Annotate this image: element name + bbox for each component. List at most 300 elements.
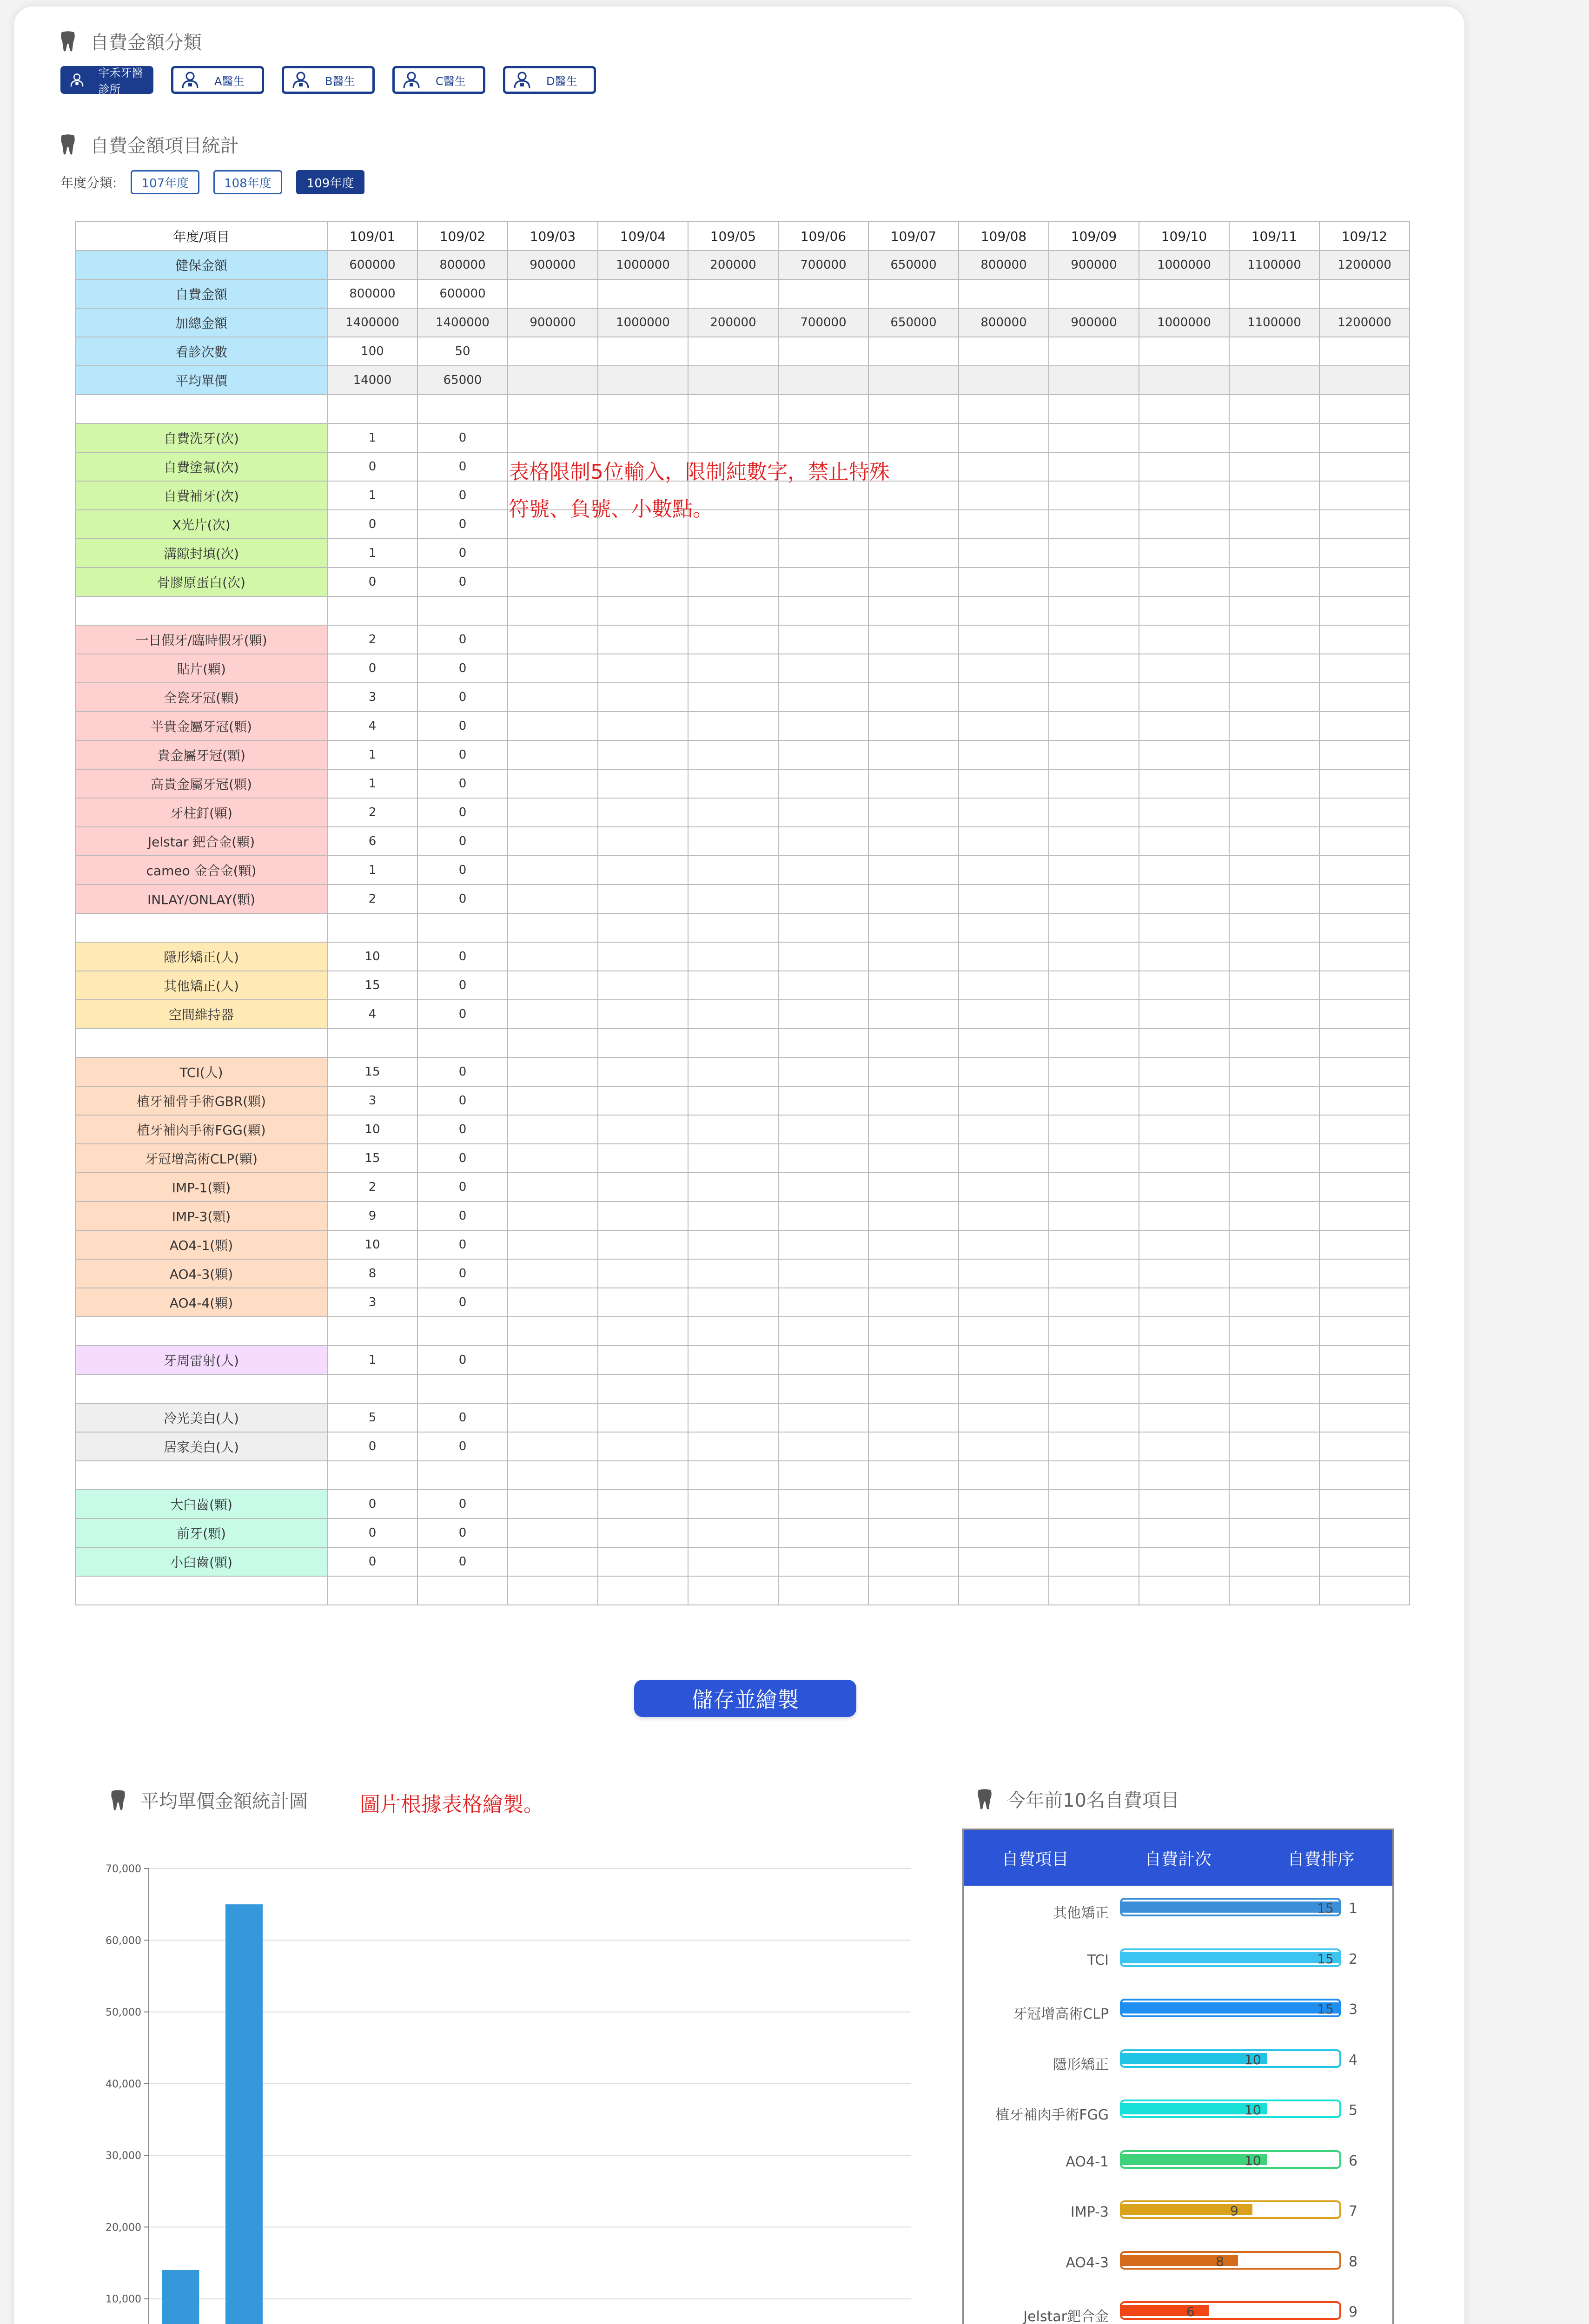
- table-cell[interactable]: [508, 769, 598, 798]
- table-cell[interactable]: [688, 1144, 778, 1173]
- table-cell[interactable]: [1319, 769, 1410, 798]
- table-cell[interactable]: [598, 1547, 688, 1576]
- table-cell[interactable]: [778, 625, 868, 654]
- table-cell[interactable]: [1049, 279, 1139, 308]
- table-cell[interactable]: [688, 366, 778, 395]
- table-cell[interactable]: [688, 1086, 778, 1115]
- table-cell[interactable]: [778, 596, 868, 625]
- table-cell[interactable]: [1049, 1259, 1139, 1288]
- table-cell[interactable]: [959, 1000, 1049, 1029]
- table-cell[interactable]: [1319, 481, 1410, 510]
- table-cell[interactable]: [1139, 1317, 1229, 1346]
- table-cell[interactable]: [508, 913, 598, 942]
- table-cell[interactable]: [598, 1317, 688, 1346]
- table-cell[interactable]: [598, 913, 688, 942]
- table-cell[interactable]: [1319, 1259, 1410, 1288]
- table-cell[interactable]: 65000: [417, 366, 508, 395]
- table-cell[interactable]: 0: [417, 481, 508, 510]
- table-cell[interactable]: [1049, 1202, 1139, 1230]
- table-cell[interactable]: [1319, 827, 1410, 856]
- table-cell[interactable]: [598, 568, 688, 596]
- table-cell[interactable]: [1049, 769, 1139, 798]
- table-cell[interactable]: [1229, 1029, 1319, 1057]
- table-cell[interactable]: [598, 1202, 688, 1230]
- table-cell[interactable]: [1319, 539, 1410, 568]
- table-cell[interactable]: [1229, 1115, 1319, 1144]
- table-cell[interactable]: [1049, 1057, 1139, 1086]
- table-cell[interactable]: [1139, 798, 1229, 827]
- table-cell[interactable]: [959, 1317, 1049, 1346]
- table-cell[interactable]: [1229, 1057, 1319, 1086]
- table-cell[interactable]: [1049, 712, 1139, 740]
- table-cell[interactable]: [1139, 452, 1229, 481]
- table-cell[interactable]: [1049, 1547, 1139, 1576]
- table-cell[interactable]: [778, 1461, 868, 1490]
- table-cell[interactable]: [598, 423, 688, 452]
- year-option-button[interactable]: 107年度: [131, 170, 199, 194]
- table-cell[interactable]: [868, 971, 959, 1000]
- table-cell[interactable]: 0: [417, 1173, 508, 1202]
- table-cell[interactable]: [508, 337, 598, 366]
- table-cell[interactable]: [1049, 1317, 1139, 1346]
- table-cell[interactable]: [868, 1144, 959, 1173]
- table-cell[interactable]: [1229, 1346, 1319, 1374]
- table-cell[interactable]: [1049, 971, 1139, 1000]
- doctor-button[interactable]: [503, 66, 596, 94]
- table-cell[interactable]: 3: [327, 1086, 417, 1115]
- table-cell[interactable]: [959, 654, 1049, 683]
- table-cell[interactable]: [868, 683, 959, 712]
- table-cell[interactable]: [778, 1288, 868, 1317]
- table-cell[interactable]: [1229, 337, 1319, 366]
- table-cell[interactable]: [778, 568, 868, 596]
- table-cell[interactable]: [1319, 654, 1410, 683]
- table-cell[interactable]: [868, 279, 959, 308]
- table-cell[interactable]: [778, 798, 868, 827]
- table-cell[interactable]: [1139, 1490, 1229, 1519]
- table-cell[interactable]: [1049, 510, 1139, 539]
- table-cell[interactable]: [327, 1317, 417, 1346]
- table-cell[interactable]: [688, 1029, 778, 1057]
- table-cell[interactable]: [1049, 596, 1139, 625]
- table-cell[interactable]: [1049, 856, 1139, 885]
- table-cell[interactable]: [508, 366, 598, 395]
- table-cell[interactable]: [508, 1057, 598, 1086]
- table-cell[interactable]: 1: [327, 1346, 417, 1374]
- table-cell[interactable]: [1229, 885, 1319, 913]
- table-cell[interactable]: [1139, 1115, 1229, 1144]
- table-cell[interactable]: [688, 1057, 778, 1086]
- table-cell[interactable]: [508, 423, 598, 452]
- table-cell[interactable]: [688, 1547, 778, 1576]
- table-cell[interactable]: 0: [417, 798, 508, 827]
- table-cell[interactable]: [1229, 510, 1319, 539]
- year-option-button[interactable]: 108年度: [213, 170, 282, 194]
- table-cell[interactable]: [959, 481, 1049, 510]
- table-cell[interactable]: [778, 712, 868, 740]
- table-cell[interactable]: [1049, 1403, 1139, 1432]
- table-cell[interactable]: [1139, 885, 1229, 913]
- table-cell[interactable]: [1139, 1230, 1229, 1259]
- table-cell[interactable]: [1049, 423, 1139, 452]
- table-cell[interactable]: [1049, 481, 1139, 510]
- table-cell[interactable]: [868, 712, 959, 740]
- table-cell[interactable]: [598, 539, 688, 568]
- table-cell[interactable]: [959, 1547, 1049, 1576]
- table-cell[interactable]: [598, 1490, 688, 1519]
- table-cell[interactable]: [1139, 596, 1229, 625]
- table-cell[interactable]: [688, 1432, 778, 1461]
- table-cell[interactable]: [508, 1144, 598, 1173]
- table-cell[interactable]: [1319, 683, 1410, 712]
- table-cell[interactable]: [508, 971, 598, 1000]
- table-cell[interactable]: [1229, 683, 1319, 712]
- table-cell[interactable]: 2: [327, 798, 417, 827]
- table-cell[interactable]: [1139, 913, 1229, 942]
- table-cell[interactable]: [1049, 1432, 1139, 1461]
- table-cell[interactable]: [1049, 913, 1139, 942]
- table-cell[interactable]: 650000: [868, 251, 959, 279]
- table-cell[interactable]: 700000: [778, 308, 868, 337]
- table-cell[interactable]: [1229, 395, 1319, 423]
- table-cell[interactable]: [1139, 856, 1229, 885]
- table-cell[interactable]: [778, 279, 868, 308]
- table-cell[interactable]: [1139, 1086, 1229, 1115]
- table-cell[interactable]: [959, 452, 1049, 481]
- table-cell[interactable]: [508, 279, 598, 308]
- table-cell[interactable]: [868, 798, 959, 827]
- table-cell[interactable]: 1000000: [598, 308, 688, 337]
- table-cell[interactable]: [508, 1519, 598, 1547]
- table-cell[interactable]: 1400000: [417, 308, 508, 337]
- table-cell[interactable]: [598, 1144, 688, 1173]
- table-cell[interactable]: [688, 1202, 778, 1230]
- table-cell[interactable]: [868, 1461, 959, 1490]
- table-cell[interactable]: [868, 1202, 959, 1230]
- table-cell[interactable]: [508, 1461, 598, 1490]
- table-cell[interactable]: [508, 1576, 598, 1605]
- table-cell[interactable]: 1: [327, 423, 417, 452]
- table-cell[interactable]: [959, 1403, 1049, 1432]
- table-cell[interactable]: 0: [417, 423, 508, 452]
- table-cell[interactable]: [778, 1202, 868, 1230]
- table-cell[interactable]: 0: [327, 1519, 417, 1547]
- table-cell[interactable]: [1319, 1057, 1410, 1086]
- table-cell[interactable]: [1319, 971, 1410, 1000]
- table-cell[interactable]: [327, 913, 417, 942]
- table-cell[interactable]: [598, 1086, 688, 1115]
- table-cell[interactable]: [417, 395, 508, 423]
- table-cell[interactable]: [868, 942, 959, 971]
- table-cell[interactable]: [1139, 769, 1229, 798]
- table-cell[interactable]: 0: [417, 885, 508, 913]
- table-cell[interactable]: [959, 971, 1049, 1000]
- table-cell[interactable]: [1229, 971, 1319, 1000]
- table-cell[interactable]: [508, 395, 598, 423]
- table-cell[interactable]: [598, 1403, 688, 1432]
- table-cell[interactable]: [868, 1490, 959, 1519]
- table-cell[interactable]: [508, 568, 598, 596]
- table-cell[interactable]: [868, 1259, 959, 1288]
- table-cell[interactable]: [1319, 1000, 1410, 1029]
- table-cell[interactable]: [1229, 625, 1319, 654]
- table-cell[interactable]: [598, 366, 688, 395]
- table-cell[interactable]: [868, 337, 959, 366]
- table-cell[interactable]: [1139, 1519, 1229, 1547]
- table-cell[interactable]: [1139, 740, 1229, 769]
- table-cell[interactable]: [688, 1374, 778, 1403]
- table-cell[interactable]: [1139, 510, 1229, 539]
- table-cell[interactable]: [959, 568, 1049, 596]
- table-cell[interactable]: [868, 1317, 959, 1346]
- table-cell[interactable]: [778, 366, 868, 395]
- table-cell[interactable]: [327, 1576, 417, 1605]
- table-cell[interactable]: [1049, 1173, 1139, 1202]
- table-cell[interactable]: [868, 395, 959, 423]
- table-cell[interactable]: [327, 596, 417, 625]
- table-cell[interactable]: [598, 654, 688, 683]
- table-cell[interactable]: [1229, 942, 1319, 971]
- table-cell[interactable]: [1139, 625, 1229, 654]
- table-cell[interactable]: 1100000: [1229, 251, 1319, 279]
- table-cell[interactable]: [868, 1576, 959, 1605]
- table-cell[interactable]: [959, 1576, 1049, 1605]
- table-cell[interactable]: [598, 1057, 688, 1086]
- table-cell[interactable]: [688, 827, 778, 856]
- table-cell[interactable]: [508, 596, 598, 625]
- table-cell[interactable]: 0: [417, 856, 508, 885]
- table-cell[interactable]: [598, 625, 688, 654]
- table-cell[interactable]: [1049, 654, 1139, 683]
- table-cell[interactable]: [508, 1403, 598, 1432]
- table-cell[interactable]: [1049, 798, 1139, 827]
- table-cell[interactable]: [508, 942, 598, 971]
- table-cell[interactable]: [688, 1288, 778, 1317]
- table-cell[interactable]: [1319, 1374, 1410, 1403]
- table-cell[interactable]: [778, 1490, 868, 1519]
- table-cell[interactable]: [508, 539, 598, 568]
- table-cell[interactable]: [1049, 337, 1139, 366]
- table-cell[interactable]: [1229, 1086, 1319, 1115]
- table-cell[interactable]: [1229, 1259, 1319, 1288]
- table-cell[interactable]: [778, 827, 868, 856]
- table-cell[interactable]: [778, 1086, 868, 1115]
- table-cell[interactable]: [1139, 654, 1229, 683]
- table-cell[interactable]: 0: [417, 769, 508, 798]
- table-cell[interactable]: [1319, 1144, 1410, 1173]
- table-cell[interactable]: [688, 683, 778, 712]
- table-cell[interactable]: [598, 1259, 688, 1288]
- table-cell[interactable]: [778, 683, 868, 712]
- table-cell[interactable]: [1319, 1288, 1410, 1317]
- table-cell[interactable]: [688, 913, 778, 942]
- table-cell[interactable]: [778, 337, 868, 366]
- table-cell[interactable]: [688, 568, 778, 596]
- table-cell[interactable]: [778, 1115, 868, 1144]
- table-cell[interactable]: [327, 1461, 417, 1490]
- table-cell[interactable]: [417, 1029, 508, 1057]
- table-cell[interactable]: [868, 1086, 959, 1115]
- table-cell[interactable]: [688, 971, 778, 1000]
- table-cell[interactable]: [1139, 337, 1229, 366]
- table-cell[interactable]: [959, 942, 1049, 971]
- table-cell[interactable]: [1229, 1576, 1319, 1605]
- table-cell[interactable]: [1319, 1576, 1410, 1605]
- table-cell[interactable]: 3: [327, 1288, 417, 1317]
- table-cell[interactable]: 0: [417, 1519, 508, 1547]
- table-cell[interactable]: 0: [417, 1057, 508, 1086]
- table-cell[interactable]: [1229, 1432, 1319, 1461]
- table-cell[interactable]: [959, 1461, 1049, 1490]
- table-cell[interactable]: [417, 1374, 508, 1403]
- table-cell[interactable]: [778, 769, 868, 798]
- table-cell[interactable]: [1139, 971, 1229, 1000]
- table-cell[interactable]: [959, 596, 1049, 625]
- table-cell[interactable]: [868, 769, 959, 798]
- table-cell[interactable]: 0: [417, 1202, 508, 1230]
- table-cell[interactable]: [1319, 1403, 1410, 1432]
- table-cell[interactable]: [1229, 712, 1319, 740]
- table-cell[interactable]: [959, 279, 1049, 308]
- table-cell[interactable]: 1: [327, 481, 417, 510]
- table-cell[interactable]: [688, 769, 778, 798]
- table-cell[interactable]: [959, 1173, 1049, 1202]
- table-cell[interactable]: [1319, 712, 1410, 740]
- table-cell[interactable]: [778, 1519, 868, 1547]
- table-cell[interactable]: 0: [327, 1490, 417, 1519]
- table-cell[interactable]: [688, 337, 778, 366]
- table-cell[interactable]: [778, 885, 868, 913]
- table-cell[interactable]: [508, 740, 598, 769]
- table-cell[interactable]: [1229, 798, 1319, 827]
- table-cell[interactable]: [1049, 740, 1139, 769]
- table-cell[interactable]: 200000: [688, 251, 778, 279]
- table-cell[interactable]: [959, 1230, 1049, 1259]
- table-cell[interactable]: [778, 1403, 868, 1432]
- table-cell[interactable]: [1319, 942, 1410, 971]
- table-cell[interactable]: [1049, 1576, 1139, 1605]
- table-cell[interactable]: [778, 1144, 868, 1173]
- table-cell[interactable]: 0: [417, 712, 508, 740]
- table-cell[interactable]: [1229, 481, 1319, 510]
- table-cell[interactable]: [508, 1029, 598, 1057]
- year-option-button[interactable]: 109年度: [296, 170, 365, 194]
- table-cell[interactable]: 2: [327, 885, 417, 913]
- table-cell[interactable]: [1049, 1346, 1139, 1374]
- table-cell[interactable]: 0: [417, 452, 508, 481]
- table-cell[interactable]: 50: [417, 337, 508, 366]
- table-cell[interactable]: [1229, 596, 1319, 625]
- table-cell[interactable]: 0: [417, 1230, 508, 1259]
- table-cell[interactable]: [598, 1346, 688, 1374]
- table-cell[interactable]: 0: [417, 568, 508, 596]
- table-cell[interactable]: [868, 1432, 959, 1461]
- table-cell[interactable]: 900000: [508, 251, 598, 279]
- table-cell[interactable]: [1319, 596, 1410, 625]
- table-cell[interactable]: [778, 1432, 868, 1461]
- table-cell[interactable]: 1400000: [327, 308, 417, 337]
- table-cell[interactable]: [959, 913, 1049, 942]
- table-cell[interactable]: [417, 1461, 508, 1490]
- table-cell[interactable]: [508, 1288, 598, 1317]
- table-cell[interactable]: [1229, 1374, 1319, 1403]
- table-cell[interactable]: [598, 827, 688, 856]
- table-cell[interactable]: [959, 337, 1049, 366]
- table-cell[interactable]: [1229, 1230, 1319, 1259]
- table-cell[interactable]: 1: [327, 740, 417, 769]
- table-cell[interactable]: [598, 337, 688, 366]
- table-cell[interactable]: [1049, 1461, 1139, 1490]
- table-cell[interactable]: [868, 1115, 959, 1144]
- table-cell[interactable]: [417, 1576, 508, 1605]
- table-cell[interactable]: 1: [327, 769, 417, 798]
- table-cell[interactable]: [1319, 337, 1410, 366]
- table-cell[interactable]: [1319, 625, 1410, 654]
- table-cell[interactable]: 0: [417, 539, 508, 568]
- table-cell[interactable]: [598, 1230, 688, 1259]
- table-cell[interactable]: [1229, 1547, 1319, 1576]
- table-cell[interactable]: 0: [417, 510, 508, 539]
- table-cell[interactable]: [688, 1115, 778, 1144]
- table-cell[interactable]: [778, 913, 868, 942]
- table-cell[interactable]: [1139, 1000, 1229, 1029]
- table-cell[interactable]: [959, 885, 1049, 913]
- table-cell[interactable]: [688, 1461, 778, 1490]
- table-cell[interactable]: [959, 395, 1049, 423]
- table-cell[interactable]: 14000: [327, 366, 417, 395]
- table-cell[interactable]: [1319, 423, 1410, 452]
- table-cell[interactable]: [1049, 1288, 1139, 1317]
- table-cell[interactable]: [417, 913, 508, 942]
- table-cell[interactable]: 1000000: [1139, 308, 1229, 337]
- table-cell[interactable]: 600000: [417, 279, 508, 308]
- table-cell[interactable]: [598, 1000, 688, 1029]
- table-cell[interactable]: [1319, 1173, 1410, 1202]
- table-cell[interactable]: 1000000: [598, 251, 688, 279]
- table-cell[interactable]: [1229, 827, 1319, 856]
- table-cell[interactable]: [778, 1259, 868, 1288]
- table-cell[interactable]: [508, 798, 598, 827]
- doctor-button[interactable]: [171, 66, 264, 94]
- table-cell[interactable]: [598, 1461, 688, 1490]
- table-cell[interactable]: [1319, 740, 1410, 769]
- table-cell[interactable]: [1139, 1547, 1229, 1576]
- table-cell[interactable]: [1319, 913, 1410, 942]
- save-and-draw-button[interactable]: 儲存並繪製: [634, 1680, 856, 1717]
- table-cell[interactable]: [688, 1317, 778, 1346]
- table-cell[interactable]: [1139, 1259, 1229, 1288]
- table-cell[interactable]: [778, 971, 868, 1000]
- table-cell[interactable]: [598, 395, 688, 423]
- table-cell[interactable]: 0: [417, 1000, 508, 1029]
- table-cell[interactable]: [1049, 1115, 1139, 1144]
- table-cell[interactable]: [959, 769, 1049, 798]
- table-cell[interactable]: [508, 827, 598, 856]
- table-cell[interactable]: [688, 1173, 778, 1202]
- table-cell[interactable]: [1139, 539, 1229, 568]
- table-cell[interactable]: 15: [327, 1144, 417, 1173]
- table-cell[interactable]: 0: [417, 625, 508, 654]
- table-cell[interactable]: [508, 885, 598, 913]
- table-cell[interactable]: [508, 1086, 598, 1115]
- table-cell[interactable]: [1229, 740, 1319, 769]
- table-cell[interactable]: [598, 1374, 688, 1403]
- table-cell[interactable]: [1049, 366, 1139, 395]
- table-cell[interactable]: [868, 366, 959, 395]
- table-cell[interactable]: [868, 1547, 959, 1576]
- table-cell[interactable]: [598, 1576, 688, 1605]
- table-cell[interactable]: [1319, 1230, 1410, 1259]
